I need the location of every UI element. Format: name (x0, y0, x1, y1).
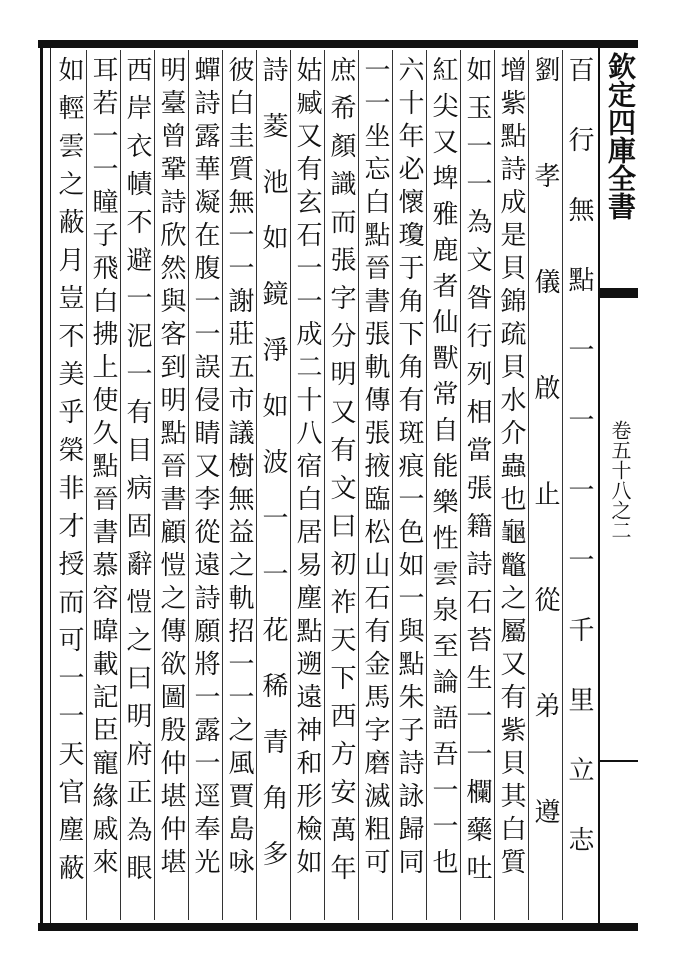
text-column: 明臺曾鞏詩欣然與客到明點晉書顧愷之傳欲圖殷仲堪仲堪 (156, 56, 186, 881)
text-column: 蟬詩露華凝在腹一一誤侵睛又李從遠詩願將一露一逕奉光 (190, 56, 220, 881)
text-column: 姑臧又有玄石一一成二十八宿白居易塵點遡遠神和形檢如 (292, 56, 322, 881)
text-column: 耳若一一瞳子飛白拂上使久點晉書慕容暐載記臣寵緣戚來 (88, 56, 118, 881)
margin-juan-number: 卷五十八之二 (608, 420, 632, 540)
column-separator (358, 50, 359, 920)
top-border (38, 40, 638, 48)
lower-margin-mark (598, 760, 638, 762)
text-column: 紅尖又埤雅鹿者仙獸常自能樂性雲泉至論語吾一一也 (428, 56, 458, 884)
column-separator (426, 50, 427, 920)
text-column: 如玉一一為文昝行列相當張籍詩石苔生一一欄藥吐 (462, 56, 492, 892)
column-separator (256, 50, 257, 920)
column-separator (494, 50, 495, 920)
text-column: 詩菱池如鏡淨如波一一花稀青角多 (258, 56, 288, 896)
text-column: 彼白圭質無一一謝莊五市議樹無益之軌招一一之風賈島咏 (224, 56, 254, 881)
text-column: 百行無點一一一一千里立志 (564, 56, 594, 896)
column-separator (562, 50, 563, 920)
text-column: 六十年必懷瓊于角下角有斑痕一色如一與點朱子詩詠歸同 (394, 56, 424, 881)
text-column: 如輕雲之蔽月豈不美乎榮非才授而可一一天官塵蔽 (54, 56, 84, 892)
column-separator (392, 50, 393, 920)
column-separator (222, 50, 223, 920)
column-separator (324, 50, 325, 920)
text-column: 庶希顏識而張字分明又有文曰初祚天下西方安萬年 (326, 56, 356, 892)
column-separator (154, 50, 155, 920)
margin-book-title: 欽定四庫全書 (604, 52, 637, 220)
bottom-border (38, 923, 638, 931)
fishtail-mark (598, 288, 638, 298)
column-separator (290, 50, 291, 920)
text-column: 增紫點詩成是貝錦疏貝水介蟲也龜鼈之屬又有紫貝其白質 (496, 56, 526, 881)
column-separator (120, 50, 121, 920)
column-separator (528, 50, 529, 920)
column-separator (86, 50, 87, 920)
column-separator (460, 50, 461, 920)
text-column: 西岸衣幘不避一泥一有目病固辭愷之曰明府正為眼 (122, 56, 152, 892)
text-column: 劉孝儀啟止從弟遵 (530, 56, 560, 904)
left-border (40, 40, 43, 931)
text-column: 一一坐忘白點晉書張軌傳張掖臨松山石有金馬字磨滅粗可 (360, 56, 390, 881)
column-separator (188, 50, 189, 920)
